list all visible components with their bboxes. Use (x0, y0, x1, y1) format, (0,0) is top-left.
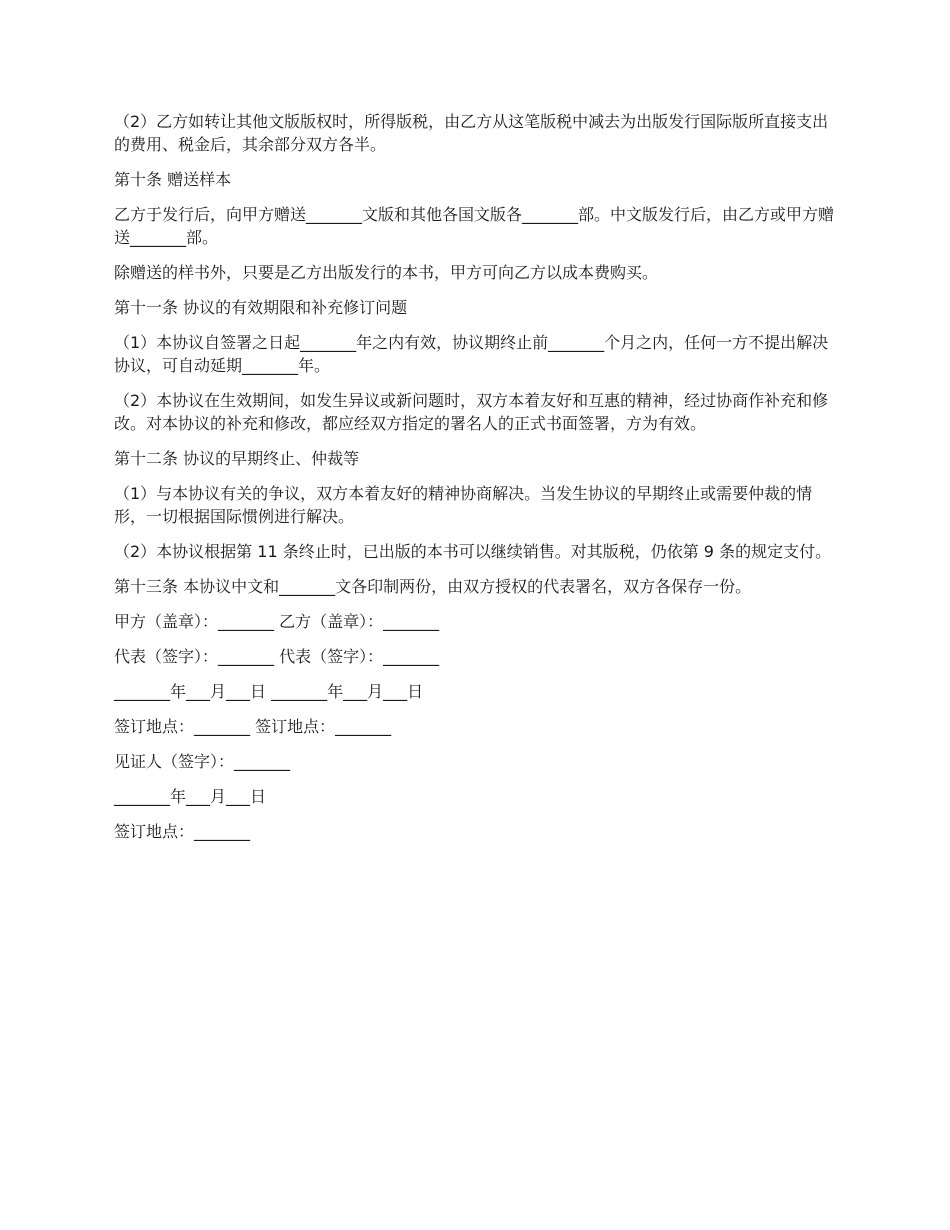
paragraph-purchase-at-cost: 除赠送的样书外，只要是乙方出版发行的本书，甲方可向乙方以成本费购买。 (114, 263, 659, 282)
paragraph-article-13: 第十三条 本协议中文和_______文各印制两份，由双方授权的代表署名，双方各保存一份。 (114, 577, 752, 596)
signature-party-seals: 甲方（盖章）：_______ 乙方（盖章）：_______ (114, 612, 440, 631)
paragraph-clause-12-1: （1）与本协议有关的争议，双方本着友好的精神协商解决。当发生协议的早期终止或需要仲裁的情形，一切根据国际惯例进行解决。 (114, 484, 813, 526)
paragraph-clause-12-2: （2）本协议根据第 11 条终止时，已出版的本书可以继续销售。对其版税，仍依第 9 条的规定支付。 (114, 542, 832, 561)
witness-signature: 见证人（签字）：_______ (114, 752, 291, 771)
signature-representatives: 代表（签字）：_______ 代表（签字）：_______ (114, 647, 440, 666)
signature-locations: 签订地点：_______ 签订地点：_______ (114, 717, 392, 736)
witness-date: _______年___月___日 (114, 787, 267, 806)
paragraph-clause-11-2: （2）本协议在生效期间，如发生异议或新问题时，双方本着友好和互惠的精神，经过协商作补充和修改。对本协议的补充和修改，都应经双方指定的署名人的正式书面签署，方为有效。 (114, 391, 829, 433)
document-body (114, 110, 842, 855)
heading-article-12: 第十二条 协议的早期终止、仲裁等 (114, 449, 360, 468)
witness-location: 签订地点：_______ (114, 822, 251, 841)
heading-article-10: 第十条 赠送样本 (114, 170, 232, 189)
heading-article-11: 第十一条 协议的有效期限和补充修订问题 (114, 298, 408, 317)
signature-dates: _______年___月___日 _______年___月___日 (114, 682, 424, 701)
paragraph-clause-9-2: （2）乙方如转让其他文版版权时，所得版税，由乙方从这笔版税中减去为出版发行国际版所直接支出的费用、税金后，其余部分双方各半。 (114, 112, 829, 154)
paragraph-clause-11-1: （1）本协议自签署之日起_______年之内有效，协议期终止前_______个月之内，任何一方不提出解决协议，可自动延期_______年。 (114, 333, 829, 375)
paragraph-sample-gifts: 乙方于发行后，向甲方赠送_______文版和其他各国文版各_______部。中文版发行后，由乙方或甲方赠送_______部。 (114, 205, 835, 247)
